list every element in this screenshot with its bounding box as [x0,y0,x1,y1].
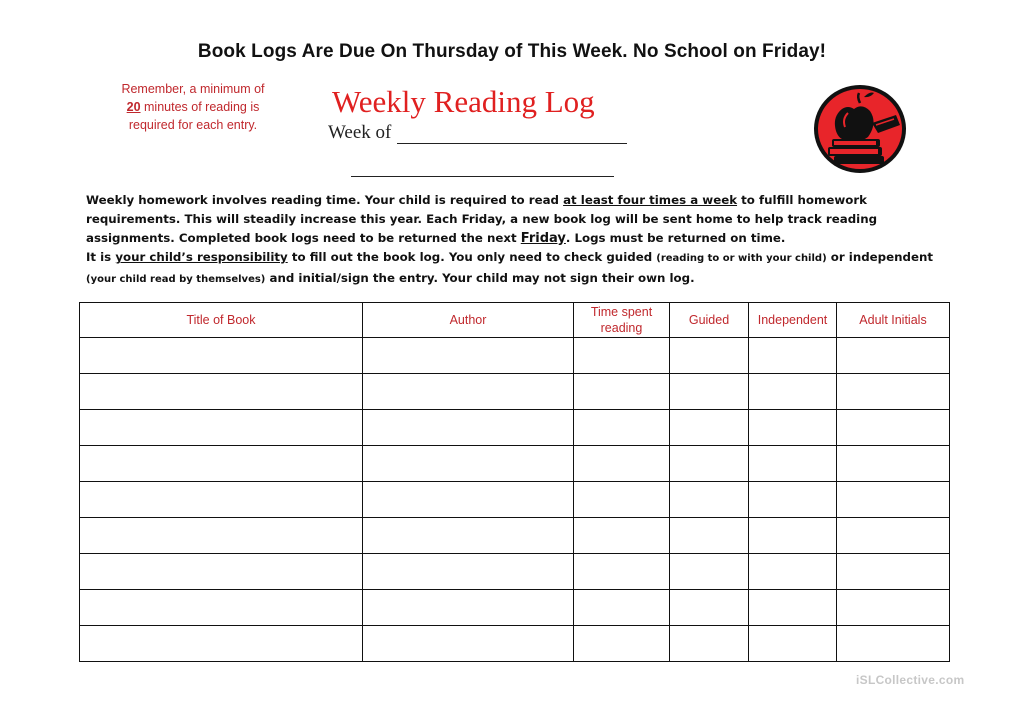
initials-cell[interactable] [837,338,950,374]
author-cell[interactable] [363,338,574,374]
guided-cell[interactable] [670,554,749,590]
column-header-initials: Adult Initials [837,303,950,338]
table-body [80,338,950,662]
initials-cell[interactable] [837,482,950,518]
time-cell[interactable] [574,626,670,662]
reminder-line-1: Remember, a minimum of [121,82,265,96]
para-emphasis-friday: Friday [520,230,566,246]
reminder-line-3: required for each entry. [128,118,258,132]
due-notice-header: Book Logs Are Due On Thursday of This Week. No School on Friday! [197,41,827,62]
initials-cell[interactable] [837,554,950,590]
table-row [80,446,950,482]
time-cell[interactable] [574,518,670,554]
table-header-row [80,303,950,338]
page-title: Weekly Reading Log [332,84,595,119]
time-cell[interactable] [574,338,670,374]
author-cell[interactable] [363,554,574,590]
reminder-line-2 [103,98,283,116]
title-cell[interactable] [80,590,363,626]
title-cell[interactable] [80,518,363,554]
time-cell[interactable] [574,590,670,626]
watermark: iSLCollective.com [856,673,965,687]
table-row [80,482,950,518]
initials-cell[interactable] [837,518,950,554]
independent-cell[interactable] [749,518,837,554]
para-text-3: . Logs must be returned on time. [565,230,786,245]
para-emphasis-responsibility: your child’s responsibility [115,250,288,265]
guided-cell[interactable] [670,590,749,626]
table-row [80,518,950,554]
week-of-field[interactable] [328,122,627,144]
para-emphasis-frequency: at least four times a week [563,193,738,207]
guided-cell[interactable] [670,374,749,410]
guided-cell[interactable] [670,410,749,446]
guided-cell[interactable] [670,482,749,518]
initials-cell[interactable] [837,446,950,482]
initials-cell[interactable] [837,590,950,626]
title-cell[interactable] [80,338,363,374]
table-row [80,590,950,626]
independent-cell[interactable] [749,338,837,374]
instructions-paragraph [86,191,946,290]
para-independent-note: (your child read by themselves) [86,274,266,286]
table-row [80,374,950,410]
week-of-label: Week of [328,122,392,143]
author-cell[interactable] [363,446,574,482]
independent-cell[interactable] [749,410,837,446]
title-cell[interactable] [80,374,363,410]
author-cell[interactable] [363,518,574,554]
column-header-time: Time spent reading [574,303,670,338]
initials-cell[interactable] [837,374,950,410]
time-cell[interactable] [574,482,670,518]
column-header-title: Title of Book [80,303,363,338]
title-cell[interactable] [80,410,363,446]
title-cell[interactable] [80,446,363,482]
apple-on-books-icon [812,83,908,175]
column-header-author: Author [363,303,574,338]
author-cell[interactable] [363,590,574,626]
guided-cell[interactable] [670,626,749,662]
author-cell[interactable] [363,374,574,410]
para-text-2: to fulfill homework requirements. This will steadily increase this year. Each Friday, a new book log will be sent home to help track reading assignments. Completed book logs need to be returned the next [86,193,878,245]
time-cell[interactable] [574,374,670,410]
table-row [80,626,950,662]
table-row [80,410,950,446]
title-cell[interactable] [80,626,363,662]
title-cell[interactable] [80,482,363,518]
table-row [80,338,950,374]
guided-cell[interactable] [670,446,749,482]
para-text-7: and initial/sign the entry. Your child may not sign their own log. [265,271,695,286]
independent-cell[interactable] [749,374,837,410]
guided-cell[interactable] [670,338,749,374]
initials-cell[interactable] [837,626,950,662]
guided-cell[interactable] [670,518,749,554]
independent-cell[interactable] [749,626,837,662]
para-guided-note: (reading to or with your child) [656,253,827,265]
reading-minimum-reminder [103,80,283,134]
time-cell[interactable] [574,410,670,446]
title-cell[interactable] [80,554,363,590]
author-cell[interactable] [363,482,574,518]
independent-cell[interactable] [749,590,837,626]
time-cell[interactable] [574,446,670,482]
column-header-guided: Guided [670,303,749,338]
para-text-4: It is [86,250,116,265]
time-cell[interactable] [574,554,670,590]
initials-cell[interactable] [837,410,950,446]
name-blank-line[interactable] [351,176,614,177]
para-text-5: to fill out the book log. You only need to check guided [287,250,657,265]
reading-log-table [79,302,950,662]
independent-cell[interactable] [749,554,837,590]
reminder-line-2-text: minutes of reading is [140,100,260,114]
author-cell[interactable] [363,626,574,662]
week-of-blank-line[interactable] [397,126,627,144]
reminder-minutes: 20 [126,100,141,114]
independent-cell[interactable] [749,446,837,482]
para-text-1: Weekly homework involves reading time. Your child is required to read [86,193,564,207]
column-header-independent: Independent [749,303,837,338]
table-row [80,554,950,590]
independent-cell[interactable] [749,482,837,518]
para-text-6: or independent [826,250,933,265]
author-cell[interactable] [363,410,574,446]
